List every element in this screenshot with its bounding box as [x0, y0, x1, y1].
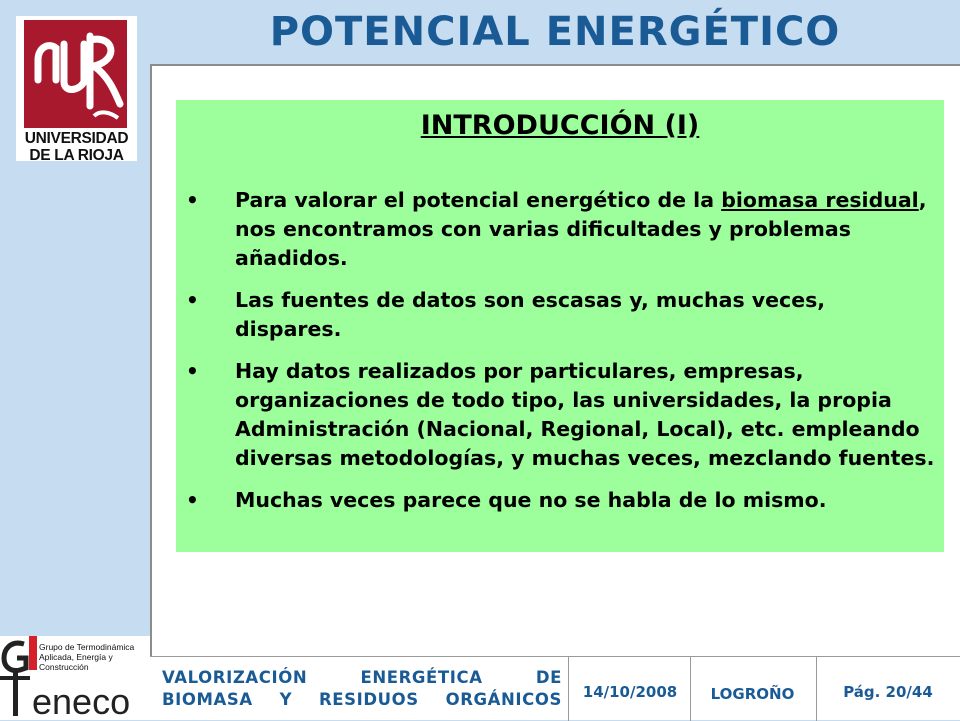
- footer: [150, 656, 960, 720]
- bullet-item: [186, 357, 936, 473]
- bullet-icon: •: [186, 488, 199, 512]
- university-name-line1: UNIVERSIDAD: [24, 130, 129, 147]
- slide-title: POTENCIAL ENERGÉTICO: [269, 9, 841, 55]
- footer-city: LOGROÑO: [710, 685, 795, 703]
- bullet-text: Hay datos realizados por particulares, empresas, organizaciones de todo tipo, las universidades, la propia Administración (Nacional, Regional, Local), etc. empleando diversas metodologías, y muchas veces, mezclando fuentes.: [235, 359, 935, 470]
- svg-text:eneco: eneco: [32, 681, 131, 720]
- group-tagline-line2: Aplicada, Energía y Construcción: [39, 652, 113, 672]
- bullet-icon: •: [186, 188, 199, 212]
- group-logo: [0, 636, 150, 720]
- bullet-text: , nos encontramos con varias dificultades y problemas añadidos.: [235, 188, 927, 270]
- page-number: Pág. 20/44: [843, 683, 933, 701]
- bullet-icon: •: [186, 359, 199, 383]
- footer-date: 14/10/2008: [582, 683, 678, 701]
- group-tagline: [39, 642, 151, 672]
- bullet-item: [186, 486, 936, 515]
- bullet-icon: •: [186, 288, 199, 312]
- university-name-line2: DE LA RIOJA: [29, 147, 124, 164]
- university-logo: [16, 16, 137, 164]
- university-name: [16, 130, 137, 164]
- bullet-text: Muchas veces parece que no se habla de lo mismo.: [235, 488, 827, 512]
- intro-box: [176, 100, 944, 552]
- bullet-item: [186, 286, 936, 344]
- bullet-list: [186, 186, 936, 528]
- footer-title: VALORIZACIÓN ENERGÉTICA DE BIOMASA Y RESIDUOS ORGÁNICOS: [162, 668, 562, 709]
- section-heading: INTRODUCCIÓN (I): [420, 110, 700, 141]
- footer-divider: [568, 657, 569, 721]
- university-emblem-icon: [24, 20, 127, 128]
- biomasa-residual-term: biomasa residual: [721, 188, 919, 212]
- group-tagline-line1: Grupo de Termodinámica: [39, 642, 135, 652]
- bullet-item: [186, 186, 936, 273]
- bullet-text: Las fuentes de datos son escasas y, muchas veces, dispares.: [235, 288, 826, 341]
- bullet-text: Para valorar el potencial energético de la: [235, 188, 722, 212]
